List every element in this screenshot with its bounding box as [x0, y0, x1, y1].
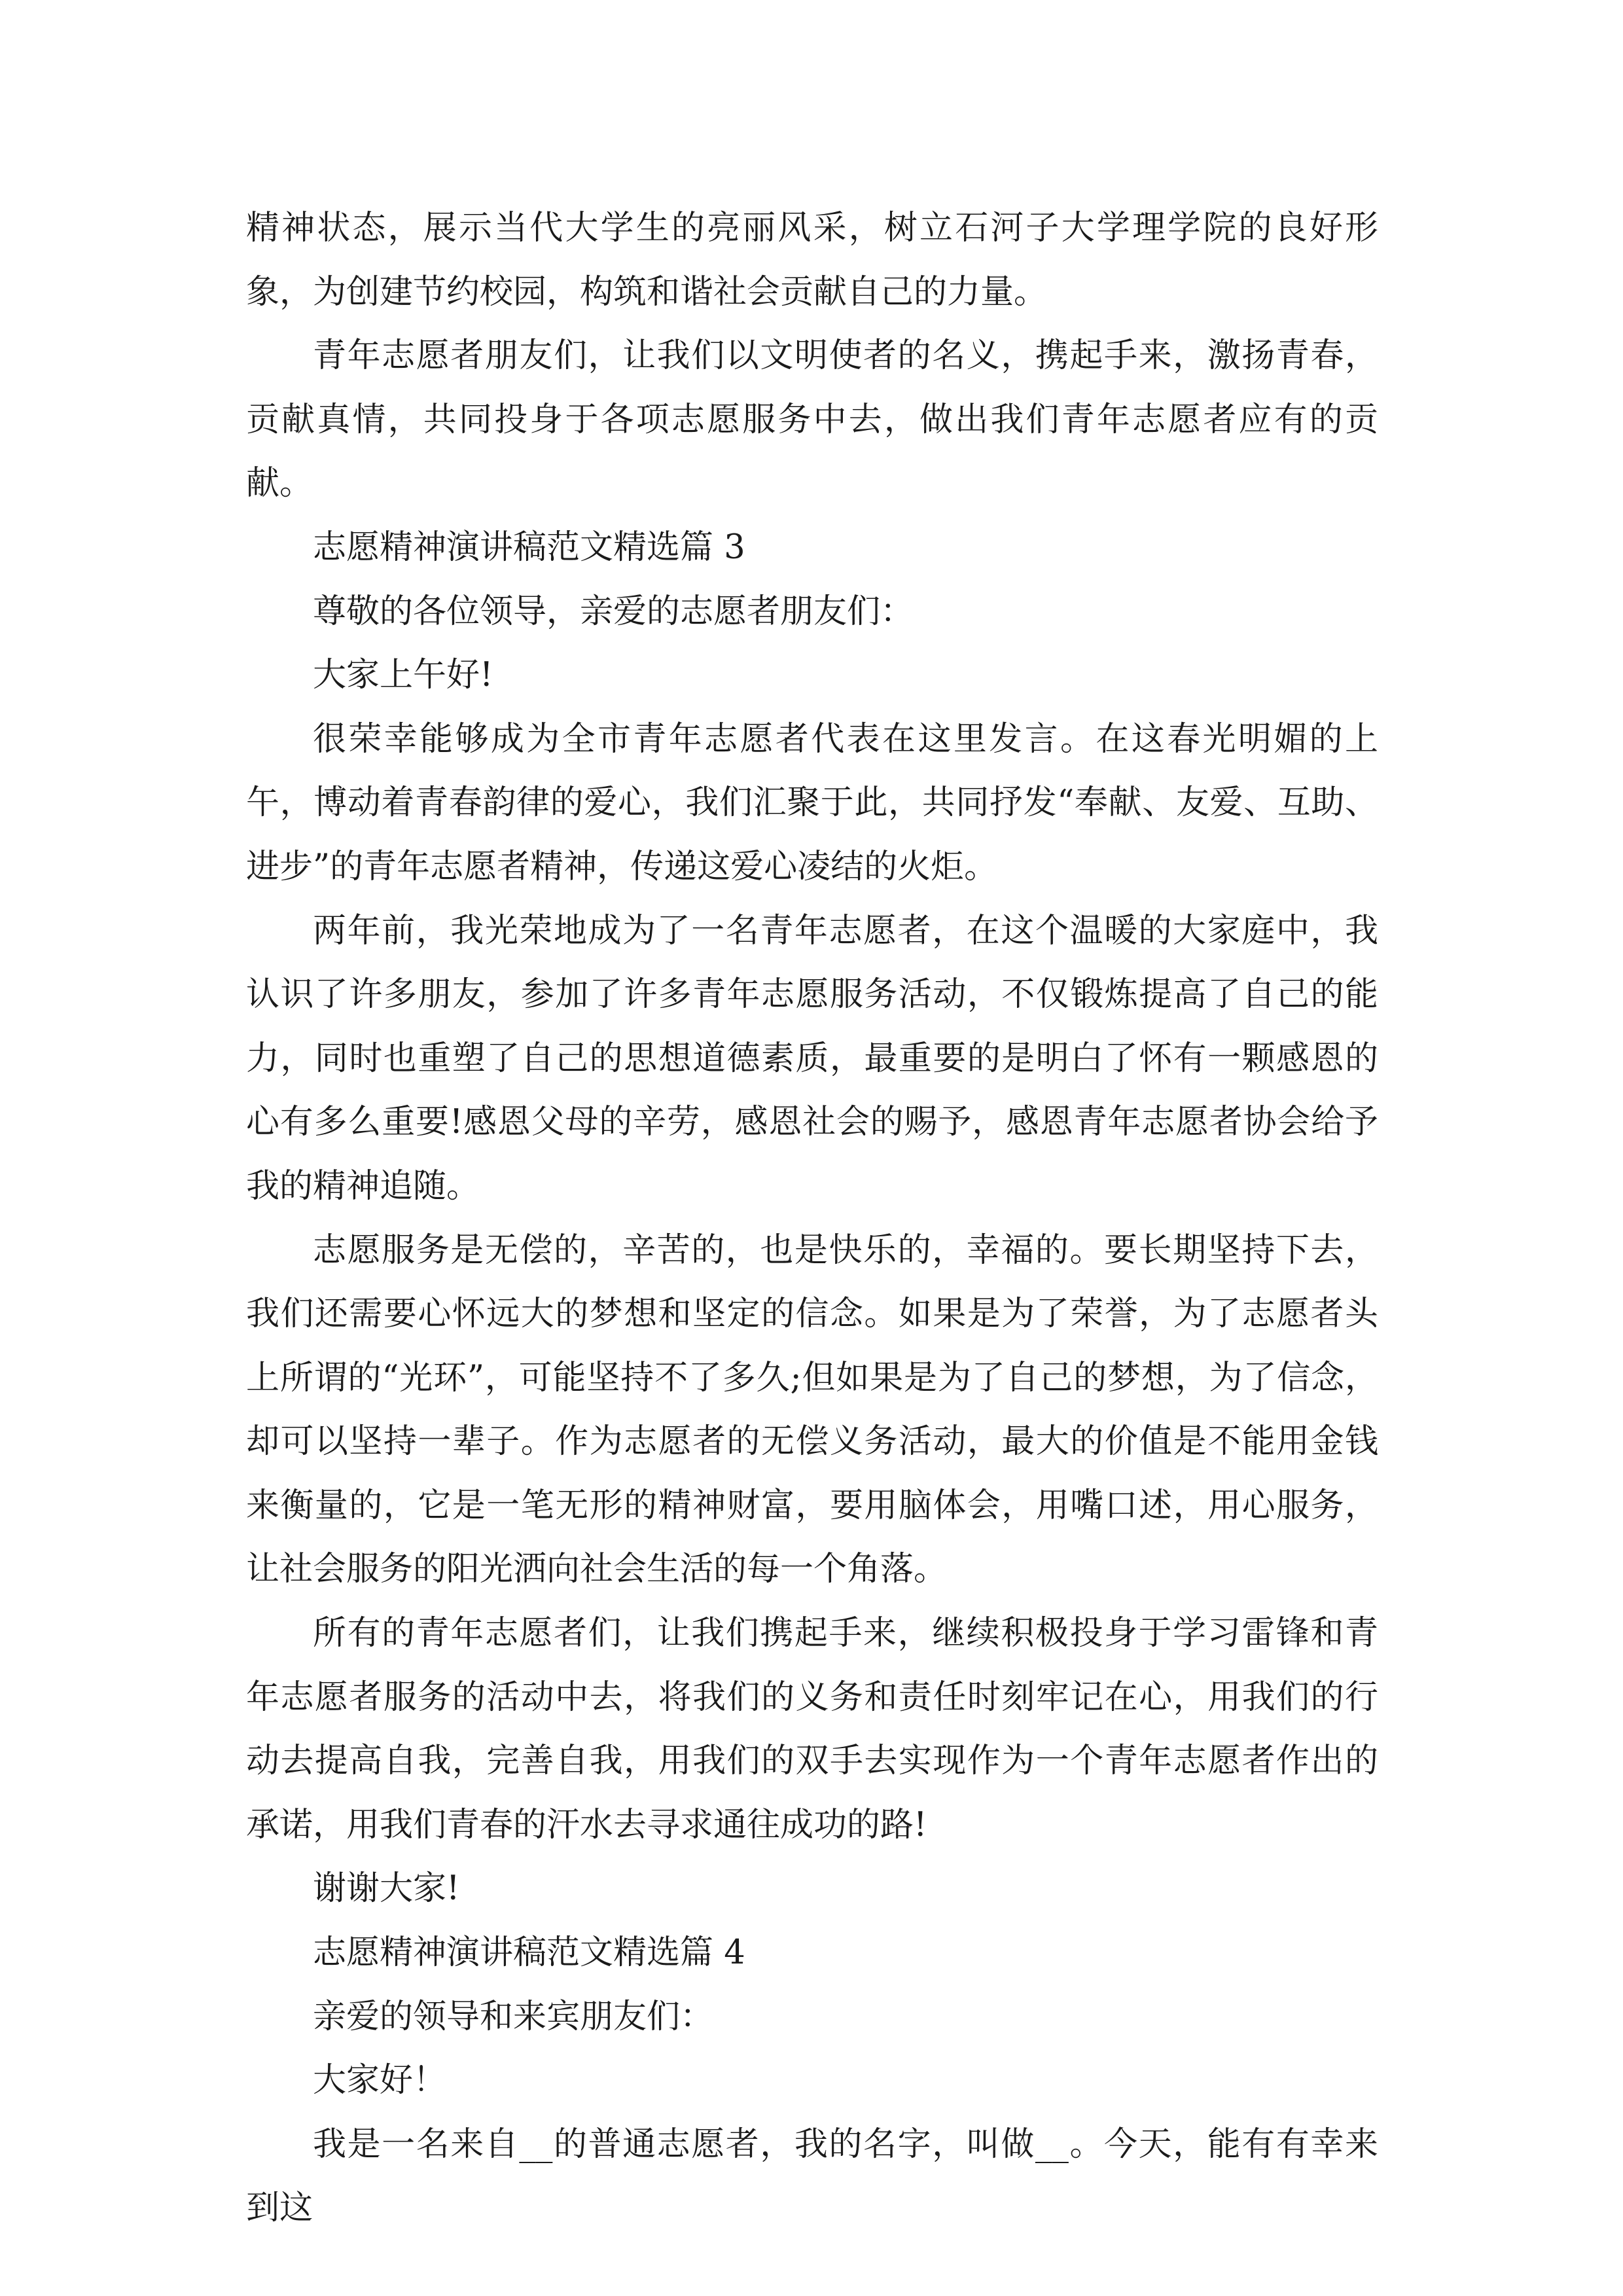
- closing: 谢谢大家!: [313, 1869, 460, 1909]
- paragraph: 志愿服务是无偿的，辛苦的，也是快乐的，幸福的。要长期坚持下去，我们还需要心怀远大的梦想和坚定的信念。如果是为了荣誉，为了志愿者头上所谓的“光环”，可能坚持不了多久;但如果是为了自己的梦想，为了信念，却可以坚持一辈子。作为志愿者的无偿义务活动，最大的价值是不能用金钱来衡量的，它是一笔无形的精神财富，要用脑体会，用嘴口述，用心服务，让社会服务的阳光洒向社会生活的每一个角落。: [246, 1230, 1378, 1589]
- paragraph: 青年志愿者朋友们，让我们以文明使者的名义，携起手来，激扬青春，贡献真情，共同投身于各项志愿服务中去，做出我们青年志愿者应有的贡献。: [246, 336, 1378, 503]
- section-heading: 志愿精神演讲稿范文精选篇 3: [313, 528, 745, 567]
- greeting: 大家上午好!: [313, 656, 493, 695]
- paragraph: 很荣幸能够成为全市青年志愿者代表在这里发言。在这春光明媚的上午，博动着青春韵律的爱心，我们汇聚于此，共同抒发“奉献、友爱、互助、进步”的青年志愿者精神，传递这爱心凌结的火炬。: [246, 719, 1378, 886]
- paragraph: 两年前，我光荣地成为了一名青年志愿者，在这个温暖的大家庭中，我认识了许多朋友，参加了许多青年志愿服务活动，不仅锻炼提高了自己的能力，同时也重塑了自己的思想道德素质，最重要的是明白了怀有一颗感恩的心有多么重要!感恩父母的辛劳，感恩社会的赐予，感恩青年志愿者协会给予我的精神追随。: [246, 911, 1378, 1206]
- salutation: 尊敬的各位领导，亲爱的志愿者朋友们：: [313, 592, 914, 631]
- section-heading: 志愿精神演讲稿范文精选篇 4: [313, 1933, 745, 1973]
- paragraph: 我是一名来自__的普通志愿者，我的名字，叫做__。今天，能有有幸来到这: [246, 2125, 1378, 2228]
- paragraph-continuation: 精神状态，展示当代大学生的亮丽风采，树立石河子大学理学院的良好形象，为创建节约校园，构筑和谐社会贡献自己的力量。: [246, 209, 1378, 312]
- paragraph: 所有的青年志愿者们，让我们携起手来，继续积极投身于学习雷锋和青年志愿者服务的活动中去，将我们的义务和责任时刻牢记在心，用我们的行动去提高自我，完善自我，用我们的双手去实现作为一个青年志愿者作出的承诺，用我们青春的汗水去寻求通往成功的路!: [246, 1614, 1378, 1844]
- greeting: 大家好！: [313, 2061, 447, 2100]
- salutation: 亲爱的领导和来宾朋友们：: [313, 1997, 714, 2036]
- document-body: [246, 196, 1378, 2240]
